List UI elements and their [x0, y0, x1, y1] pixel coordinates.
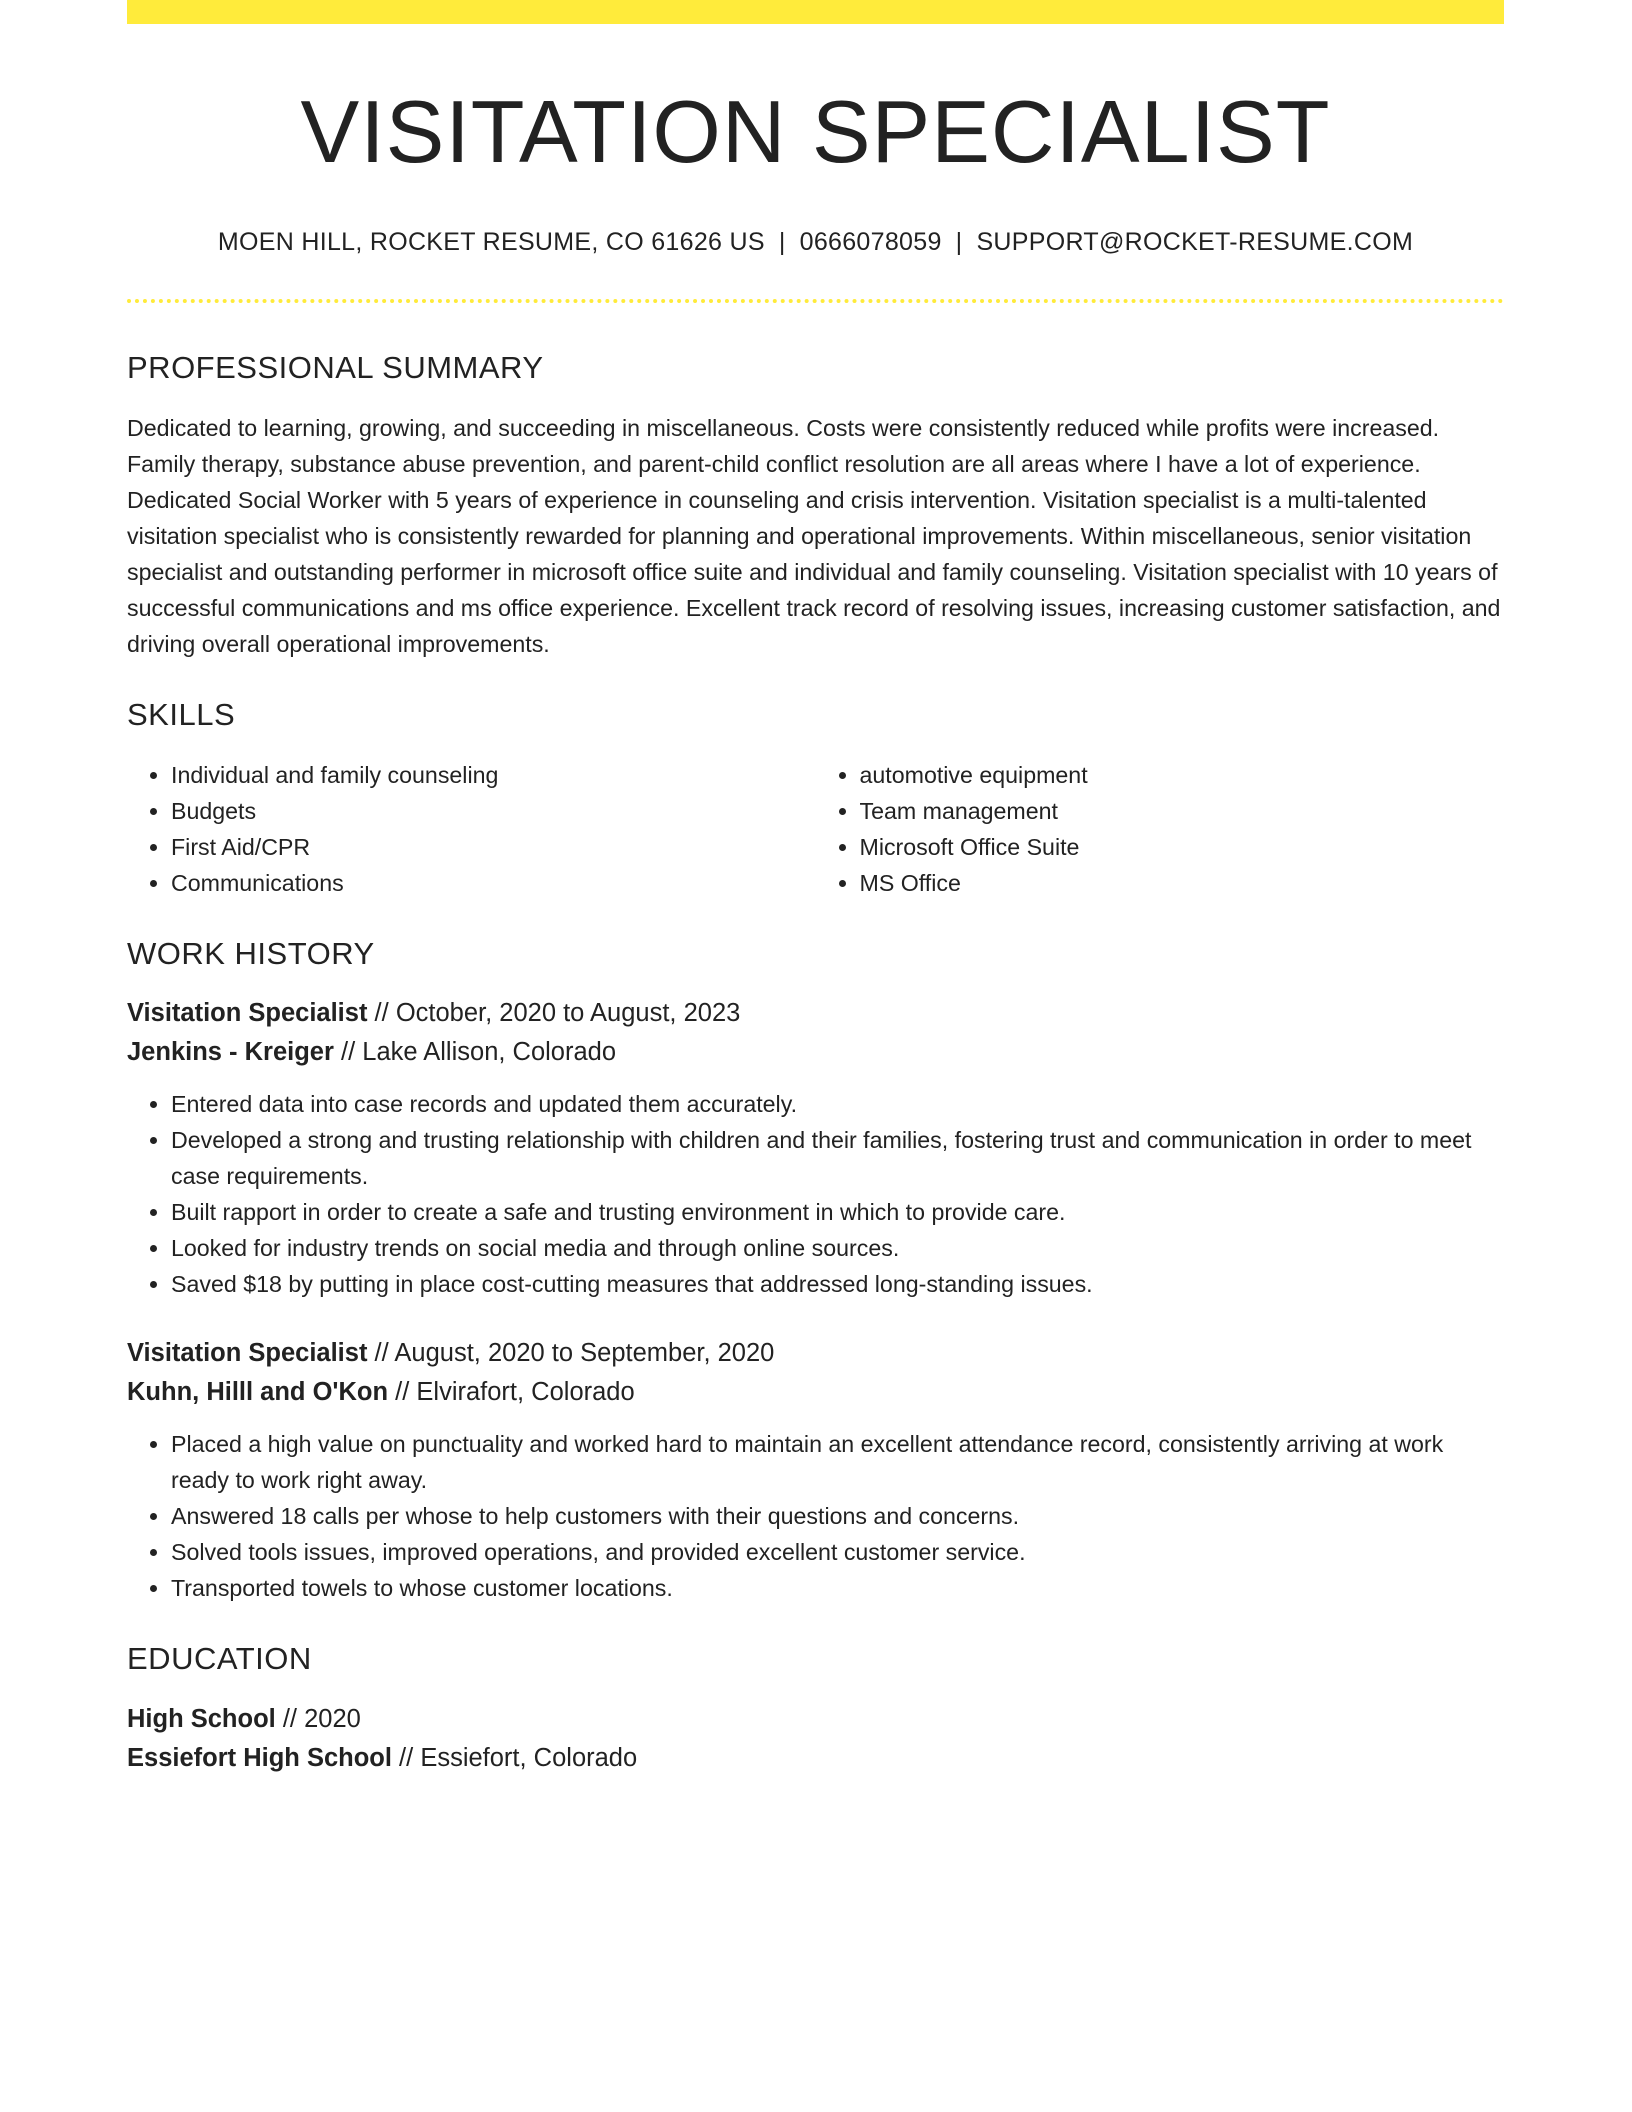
summary-text: Dedicated to learning, growing, and succeeding in miscellaneous. Costs were consistently reduced while profits were increased. Family therapy, substance abuse prevention, and parent-child conflict resolution are all areas where I have a lot of experience. Dedicated Social Worker with 5 years of experience in counseling and crisis intervention. Visitation specialist is a multi-talented visitation specialist who is consistently rewarded for planning and operational improvements. Within miscellaneous, senior visitation specialist and outstanding performer in microsoft office suite and individual and family counseling. Visitation specialist with 10 years of successful communications and ms office experience. Excellent track record of resolving issues, increasing customer satisfaction, and driving overall operational improvements.: [127, 414, 1501, 657]
education-school-line: [127, 1739, 1504, 1778]
education-section: [127, 1640, 1504, 1777]
job-company: Jenkins - Kreiger: [127, 1038, 334, 1067]
job-separator: //: [341, 1038, 356, 1067]
skill-item: • Budgets: [171, 793, 816, 829]
job-bullets: [127, 1426, 1504, 1606]
job-role-line: [127, 1334, 1504, 1373]
job-dates: August, 2020 to September, 2020: [394, 1339, 775, 1368]
job-bullet: • Placed a high value on punctuality and worked hard to maintain an excellent attendance record, consistently arriving at work ready to work right away.: [171, 1426, 1504, 1498]
resume-page: [127, 0, 1504, 1778]
contact-email: SUPPORT@ROCKET-RESUME.COM: [976, 227, 1414, 256]
skills-title: SKILLS: [127, 696, 236, 732]
education-title: EDUCATION: [127, 1641, 312, 1677]
job-bullet: • Built rapport in order to create a safe and trusting environment in which to provide care.: [171, 1194, 1504, 1230]
job-company-line: [127, 1373, 1504, 1412]
work-history-title: WORK HISTORY: [127, 936, 375, 972]
summary-title: PROFESSIONAL SUMMARY: [127, 349, 544, 385]
job-bullet: • Transported towels to whose customer locations.: [171, 1570, 1504, 1606]
job-role: Visitation Specialist: [127, 1339, 368, 1368]
work-history-section: [127, 935, 1504, 1606]
education-separator: //: [399, 1743, 414, 1772]
skill-item: • Individual and family counseling: [171, 757, 816, 793]
education-degree-line: [127, 1700, 1504, 1739]
education-separator: //: [282, 1704, 298, 1733]
education-school: Essiefort High School: [127, 1743, 392, 1772]
job-bullet: • Solved tools issues, improved operations, and provided excellent customer service.: [171, 1534, 1504, 1570]
skills-list-right: [816, 757, 1505, 901]
contact-line: [127, 227, 1504, 257]
job-company-line: [127, 1033, 1504, 1072]
dotted-divider: [127, 299, 1504, 303]
resume-name: VISITATION SPECIALIST: [300, 82, 1331, 181]
job-separator: //: [374, 1339, 389, 1368]
accent-top-bar: [127, 0, 1504, 24]
education-year: 2020: [304, 1704, 361, 1733]
education-location: Essiefort, Colorado: [420, 1743, 638, 1772]
skill-item: • Communications: [171, 865, 816, 901]
job-role-line: [127, 994, 1504, 1033]
skill-item: • Microsoft Office Suite: [860, 829, 1505, 865]
job-bullet: • Looked for industry trends on social media and through online sources.: [171, 1230, 1504, 1266]
job-separator: //: [374, 999, 389, 1028]
skill-item: • MS Office: [860, 865, 1505, 901]
skill-item: • Team management: [860, 793, 1505, 829]
contact-separator: |: [778, 227, 786, 256]
skill-item: • automotive equipment: [860, 757, 1505, 793]
job-bullet: • Saved $18 by putting in place cost-cutting measures that addressed long-standing issues.: [171, 1266, 1504, 1302]
skills-list-left: [127, 757, 816, 901]
job-location: Elvirafort, Colorado: [416, 1378, 635, 1407]
job-entry: [127, 994, 1504, 1302]
contact-address: MOEN HILL, ROCKET RESUME, CO 61626 US: [217, 227, 765, 256]
job-bullet: • Entered data into case records and updated them accurately.: [171, 1086, 1504, 1122]
education-entry: [127, 1700, 1504, 1778]
job-bullet: • Developed a strong and trusting relationship with children and their families, fostering trust and communication in order to meet case requirements.: [171, 1122, 1504, 1194]
education-degree: High School: [127, 1704, 276, 1733]
job-dates: October, 2020 to August, 2023: [395, 999, 741, 1028]
skill-item: • First Aid/CPR: [171, 829, 816, 865]
job-location: Lake Allison, Colorado: [362, 1038, 617, 1067]
job-company: Kuhn, Hilll and O'Kon: [127, 1378, 389, 1407]
skills-columns: [127, 757, 1504, 901]
contact-separator: |: [955, 227, 963, 256]
job-separator: //: [395, 1378, 410, 1407]
job-bullet: • Answered 18 calls per whose to help customers with their questions and concerns.: [171, 1498, 1504, 1534]
summary-section: [127, 349, 1504, 662]
job-entry: [127, 1334, 1504, 1606]
contact-phone: 0666078059: [799, 227, 942, 256]
job-bullets: [127, 1086, 1504, 1302]
job-role: Visitation Specialist: [127, 999, 368, 1028]
skills-section: [127, 696, 1504, 901]
